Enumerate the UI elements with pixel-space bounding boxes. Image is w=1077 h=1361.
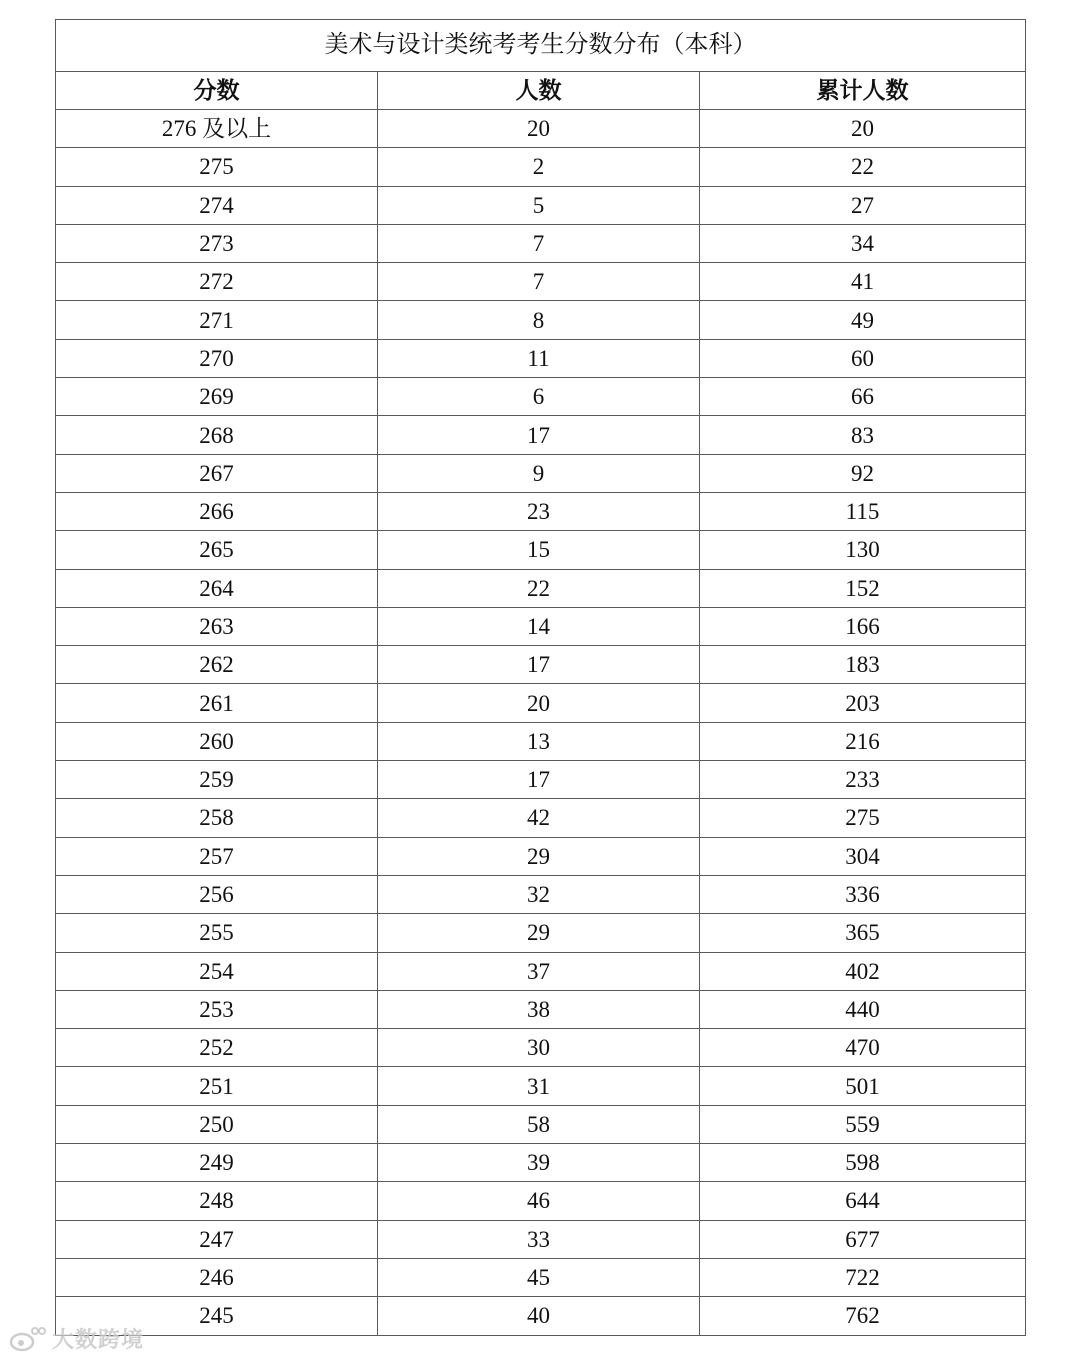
count-cell: 17 [378, 646, 700, 684]
table-row [56, 1067, 1026, 1105]
table-row [56, 684, 1026, 722]
table-row [56, 531, 1026, 569]
score-cell: 245 [56, 1297, 378, 1335]
score-cell: 256 [56, 875, 378, 913]
table-row [56, 761, 1026, 799]
table-title: 美术与设计类统考考生分数分布（本科） [56, 20, 1026, 72]
table-row [56, 1220, 1026, 1258]
cumulative-cell: 92 [700, 454, 1026, 492]
score-cell: 262 [56, 646, 378, 684]
cumulative-cell: 336 [700, 875, 1026, 913]
count-cell: 32 [378, 875, 700, 913]
score-cell: 265 [56, 531, 378, 569]
cumulative-cell: 402 [700, 952, 1026, 990]
cumulative-cell: 559 [700, 1105, 1026, 1143]
cumulative-cell: 762 [700, 1297, 1026, 1335]
table-row [56, 1029, 1026, 1067]
score-cell: 246 [56, 1258, 378, 1296]
count-cell: 38 [378, 990, 700, 1028]
count-cell: 46 [378, 1182, 700, 1220]
count-cell: 40 [378, 1297, 700, 1335]
cumulative-cell: 644 [700, 1182, 1026, 1220]
table-row [56, 186, 1026, 224]
count-cell: 45 [378, 1258, 700, 1296]
score-cell: 268 [56, 416, 378, 454]
header-cumulative: 累计人数 [700, 72, 1026, 110]
count-cell: 22 [378, 569, 700, 607]
score-distribution-table [55, 19, 1026, 1336]
score-cell: 276 及以上 [56, 110, 378, 148]
score-cell: 249 [56, 1144, 378, 1182]
score-cell: 247 [56, 1220, 378, 1258]
table-row [56, 646, 1026, 684]
score-cell: 270 [56, 339, 378, 377]
score-cell: 253 [56, 990, 378, 1028]
table-row [56, 301, 1026, 339]
count-cell: 11 [378, 339, 700, 377]
score-cell: 257 [56, 837, 378, 875]
score-cell: 252 [56, 1029, 378, 1067]
cumulative-cell: 60 [700, 339, 1026, 377]
count-cell: 14 [378, 607, 700, 645]
table-row [56, 875, 1026, 913]
count-cell: 33 [378, 1220, 700, 1258]
header-score: 分数 [56, 72, 378, 110]
cumulative-cell: 365 [700, 914, 1026, 952]
cumulative-cell: 115 [700, 492, 1026, 530]
count-cell: 20 [378, 684, 700, 722]
table-row [56, 837, 1026, 875]
table-row [56, 722, 1026, 760]
score-cell: 267 [56, 454, 378, 492]
table-row [56, 1105, 1026, 1143]
score-cell: 264 [56, 569, 378, 607]
header-count: 人数 [378, 72, 700, 110]
score-cell: 271 [56, 301, 378, 339]
cumulative-cell: 216 [700, 722, 1026, 760]
score-cell: 248 [56, 1182, 378, 1220]
cumulative-cell: 470 [700, 1029, 1026, 1067]
score-cell: 254 [56, 952, 378, 990]
score-cell: 274 [56, 186, 378, 224]
table-row [56, 1182, 1026, 1220]
watermark [8, 1323, 144, 1354]
table-row [56, 110, 1026, 148]
header-row [56, 72, 1026, 110]
cumulative-cell: 275 [700, 799, 1026, 837]
cumulative-cell: 598 [700, 1144, 1026, 1182]
table-row [56, 492, 1026, 530]
count-cell: 17 [378, 761, 700, 799]
cumulative-cell: 130 [700, 531, 1026, 569]
cumulative-cell: 41 [700, 263, 1026, 301]
table-row [56, 1297, 1026, 1335]
score-cell: 272 [56, 263, 378, 301]
table-row [56, 454, 1026, 492]
cumulative-cell: 440 [700, 990, 1026, 1028]
count-cell: 13 [378, 722, 700, 760]
cumulative-cell: 49 [700, 301, 1026, 339]
count-cell: 42 [378, 799, 700, 837]
count-cell: 30 [378, 1029, 700, 1067]
count-cell: 31 [378, 1067, 700, 1105]
score-cell: 263 [56, 607, 378, 645]
cumulative-cell: 20 [700, 110, 1026, 148]
table-row [56, 148, 1026, 186]
count-cell: 29 [378, 837, 700, 875]
table-row [56, 990, 1026, 1028]
cumulative-cell: 27 [700, 186, 1026, 224]
cumulative-cell: 304 [700, 837, 1026, 875]
count-cell: 5 [378, 186, 700, 224]
score-cell: 261 [56, 684, 378, 722]
count-cell: 58 [378, 1105, 700, 1143]
table-row [56, 224, 1026, 262]
score-cell: 251 [56, 1067, 378, 1105]
table-row [56, 339, 1026, 377]
score-cell: 275 [56, 148, 378, 186]
count-cell: 37 [378, 952, 700, 990]
cumulative-cell: 34 [700, 224, 1026, 262]
count-cell: 17 [378, 416, 700, 454]
table-body [56, 110, 1026, 1336]
table-row [56, 263, 1026, 301]
count-cell: 20 [378, 110, 700, 148]
table-row [56, 799, 1026, 837]
cumulative-cell: 22 [700, 148, 1026, 186]
count-cell: 7 [378, 224, 700, 262]
score-cell: 266 [56, 492, 378, 530]
score-cell: 259 [56, 761, 378, 799]
cumulative-cell: 722 [700, 1258, 1026, 1296]
cumulative-cell: 677 [700, 1220, 1026, 1258]
cumulative-cell: 501 [700, 1067, 1026, 1105]
score-cell: 250 [56, 1105, 378, 1143]
count-cell: 7 [378, 263, 700, 301]
table-row [56, 952, 1026, 990]
count-cell: 9 [378, 454, 700, 492]
cumulative-cell: 166 [700, 607, 1026, 645]
table-row [56, 914, 1026, 952]
table-row [56, 607, 1026, 645]
score-cell: 273 [56, 224, 378, 262]
title-row [56, 20, 1026, 72]
table-row [56, 1144, 1026, 1182]
cumulative-cell: 233 [700, 761, 1026, 799]
watermark-text: 大数跨境 [52, 1328, 145, 1353]
table-row [56, 569, 1026, 607]
count-cell: 8 [378, 301, 700, 339]
score-cell: 258 [56, 799, 378, 837]
count-cell: 6 [378, 378, 700, 416]
cumulative-cell: 83 [700, 416, 1026, 454]
count-cell: 23 [378, 492, 700, 530]
table-row [56, 416, 1026, 454]
weibo-logo-icon [8, 1325, 48, 1353]
count-cell: 15 [378, 531, 700, 569]
score-cell: 269 [56, 378, 378, 416]
cumulative-cell: 183 [700, 646, 1026, 684]
count-cell: 29 [378, 914, 700, 952]
score-cell: 260 [56, 722, 378, 760]
count-cell: 39 [378, 1144, 700, 1182]
score-cell: 255 [56, 914, 378, 952]
table-row [56, 378, 1026, 416]
cumulative-cell: 152 [700, 569, 1026, 607]
cumulative-cell: 66 [700, 378, 1026, 416]
table-row [56, 1258, 1026, 1296]
cumulative-cell: 203 [700, 684, 1026, 722]
count-cell: 2 [378, 148, 700, 186]
